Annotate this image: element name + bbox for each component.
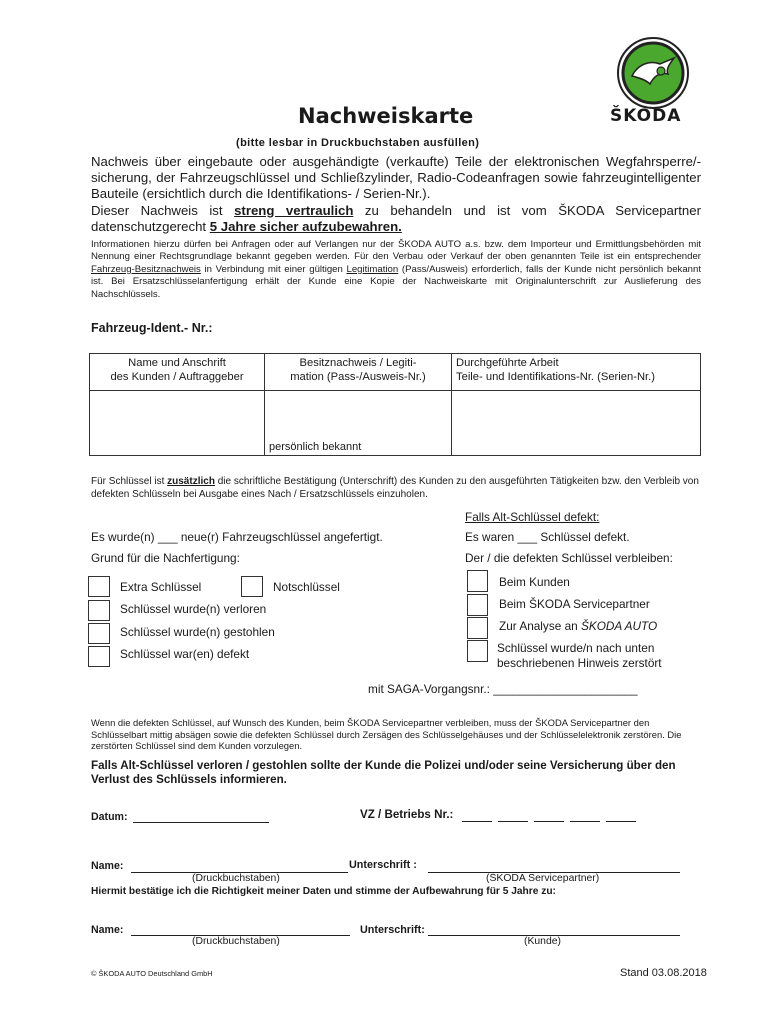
legitimation-cell[interactable] — [265, 391, 452, 456]
date-field[interactable] — [133, 822, 269, 823]
key-defect-checkbox[interactable] — [88, 646, 110, 667]
vz-field-4[interactable] — [570, 821, 600, 822]
emergency-key-checkbox[interactable] — [241, 576, 263, 597]
vz-field-1[interactable] — [462, 821, 492, 822]
keys-made-text: Es wurde(n) ___ neue(r) Fahrzeugschlüssel angefertigt. — [91, 530, 383, 544]
customer-cell[interactable] — [90, 391, 265, 456]
keys-paragraph-post: die schriftliche Bestätigung (Unterschrift) des Kunden zu den ausgeführten Tätigkeiten bzw. den Verbleib von defekten Schlüsseln bei Ausgabe eines Nach / Ersatzschlüssels einzuholen. — [91, 476, 699, 500]
col-legitimation-header: Besitznachweis / Legiti- mation (Pass-/Ausweis-Nr.) — [265, 354, 452, 391]
remain-customer-label: Beim Kunden — [499, 575, 570, 589]
skoda-logo-icon — [616, 36, 690, 110]
remain-partner-checkbox[interactable] — [467, 594, 488, 616]
key-defect-label: Schlüssel war(en) defekt — [120, 647, 250, 661]
key-stolen-label: Schlüssel wurde(n) gestohlen — [120, 625, 275, 639]
intro-p2-pre: Dieser Nachweis ist — [91, 202, 235, 218]
info-text — [91, 239, 701, 301]
emergency-key-label: Notschlüssel — [273, 580, 340, 594]
remain-partner-label: Beim ŠKODA Servicepartner — [499, 597, 650, 611]
customer-name-label: Name: — [91, 924, 124, 936]
key-lost-label: Schlüssel wurde(n) verloren — [120, 602, 267, 616]
destruction-note: Wenn die defekten Schlüssel, auf Wunsch des Kunden, beim ŠKODA Servicepartner verbleiben, muss der ŠKODA Servicepartner den Schlüsselbart mittig absägen sowie die defekten Schlüssel durch Zersägen des Schlüsselgehäuses und der Schlüsselelektronik zerstören. Die zerstörten Schlüssel sind dem Kunden vorzulegen. — [91, 717, 682, 751]
keys-defect-count-text: Es waren ___ Schlüssel defekt. — [465, 530, 630, 544]
intro-paragraph-1: Nachweis über eingebaute oder ausgehändigte (verkaufte) Teile der elektronischen Wegfahrsperre/-sicherung, der Fahrzeugschlüssel und Schließzylinder, Radio-Codeanfragen sowie fahrzeugintelligenter Bauteile (ersichtlich durch die Identifikations- / Serien-Nr.). — [91, 154, 701, 202]
brand-name: ŠKODA — [610, 106, 682, 126]
work-cell[interactable] — [452, 391, 701, 456]
extra-key-label: Extra Schlüssel — [120, 580, 202, 594]
date-label: Datum: — [91, 811, 128, 823]
info-part-1: Informationen hierzu dürfen bei Anfragen oder auf Verlangen nur der ŠKODA AUTO a.s. bzw. dem Importeur und Ermittlungsbehörden mit Nennung einer Rechtsgrundlage bekannt gegeben werden. Für den Verbau oder Verkauf der oben genannten Teile ist ein entsprechender — [91, 239, 701, 263]
remain-customer-checkbox[interactable] — [467, 570, 488, 592]
defect-heading: Falls Alt-Schlüssel defekt: — [465, 510, 600, 524]
keys-paragraph-pre: Für Schlüssel ist — [91, 476, 168, 487]
col-work-header: Durchgeführte Arbeit Teile- und Identifikations-Nr. (Serien-Nr.) — [452, 354, 701, 391]
vz-field-5[interactable] — [606, 821, 636, 822]
vehicle-id-label: Fahrzeug-Ident.- Nr.: — [91, 321, 213, 335]
info-part-2: in Verbindung mit einer gültigen — [200, 263, 347, 275]
analysis-label: Zur Analyse an ŠKODA AUTO — [499, 619, 658, 633]
vz-field-3[interactable] — [534, 821, 564, 822]
intro-p2-mid: zu behandeln und ist vom ŠKODA Servicepartner datenschutzgerecht — [91, 202, 701, 234]
remain-label: Der / die defekten Schlüssel verbleiben: — [465, 551, 673, 565]
consent-text: Hiermit bestätige ich die Richtigkeit meiner Daten und stimme der Aufbewahrung für 5 Jahre zu: — [91, 886, 556, 897]
work-table — [89, 353, 701, 456]
name-label: Name: — [91, 860, 124, 872]
destroyed-label: Schlüssel wurde/n nach unten beschriebenen Hinweis zerstört — [497, 641, 662, 670]
reason-label: Grund für die Nachfertigung: — [91, 551, 240, 565]
confidential-text: streng vertraulich — [234, 202, 354, 218]
keys-paragraph — [91, 476, 701, 502]
partner-hint: (ŠKODA Servicepartner) — [486, 873, 600, 884]
info-part-3: (Pass/Ausweis) erforderlich, falls der Kunde nicht persönlich bekannt ist. Bei Ersatzschlüsselanfertigung erhält der Kunde eine Kopie der Nachweiskarte mit Originalunterschrift zur Auslieferung des Nachschlüssels. — [91, 263, 701, 300]
personally-known-label: persönlich bekannt — [269, 441, 362, 453]
key-stolen-checkbox[interactable] — [88, 623, 110, 644]
col-customer-header: Name und Anschrift des Kunden / Auftraggeber — [90, 354, 265, 391]
destroyed-checkbox[interactable] — [467, 640, 488, 662]
vz-label: VZ / Betriebs Nr.: — [360, 808, 454, 821]
key-lost-checkbox[interactable] — [88, 600, 110, 621]
signature-customer-label: Unterschrift: — [360, 924, 425, 936]
legitimation-text: Legitimation — [346, 263, 399, 275]
additionally-text: zusätzlich — [167, 476, 215, 487]
version-date: Stand 03.08.2018 — [620, 967, 707, 979]
intro-text — [91, 154, 701, 235]
vz-field-2[interactable] — [498, 821, 528, 822]
block-letters-hint-2: (Druckbuchstaben) — [192, 936, 280, 947]
customer-hint: (Kunde) — [524, 936, 561, 947]
page-title: Nachweiskarte — [298, 104, 474, 128]
police-warning: Falls Alt-Schlüssel verloren / gestohlen sollte der Kunde die Polizei und/oder seine Versicherung über den Verlust des Schlüssels informieren. — [91, 759, 676, 787]
saga-number-field[interactable]: mit SAGA-Vorgangsnr.: ______________________ — [368, 682, 638, 696]
footer-copyright: © ŠKODA AUTO Deutschland GmbH — [91, 969, 213, 978]
page-subtitle: (bitte lesbar in Druckbuchstaben ausfüllen) — [236, 137, 480, 149]
extra-key-checkbox[interactable] — [88, 576, 110, 597]
ownership-proof-text: Fahrzeug-Besitznachweis — [91, 263, 201, 275]
retention-text: 5 Jahre sicher aufzubewahren. — [209, 218, 402, 234]
analysis-checkbox[interactable] — [467, 617, 488, 639]
block-letters-hint: (Druckbuchstaben) — [192, 873, 280, 884]
signature-partner-label: Unterschrift : — [349, 859, 417, 871]
